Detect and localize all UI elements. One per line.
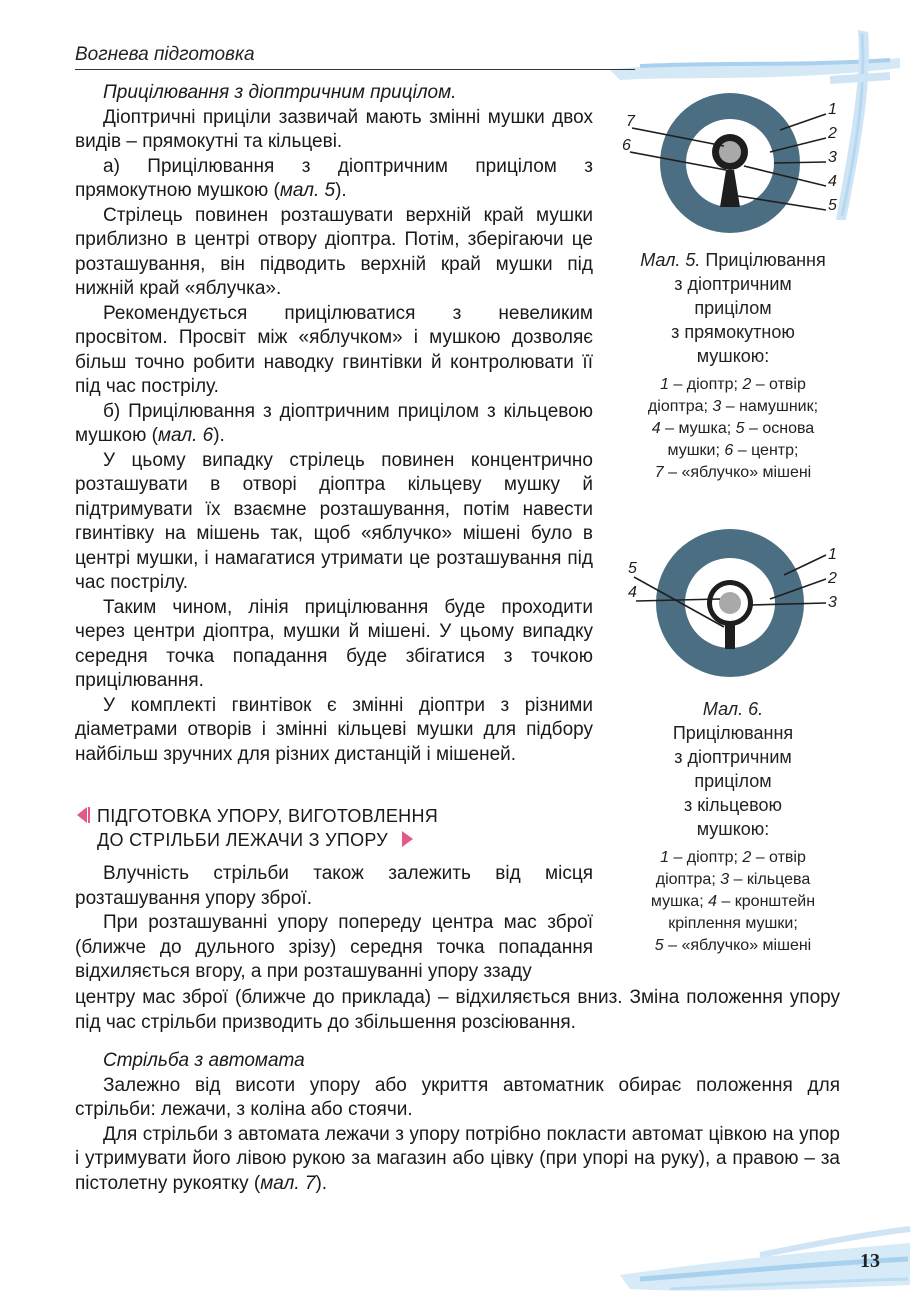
fig6-label-3: 3 <box>828 594 837 611</box>
figure-reference: мал. 7 <box>260 1172 316 1194</box>
section-paragraphs <box>75 862 593 985</box>
fig6-label-2: 2 <box>828 570 837 587</box>
subheading: Прицілювання з діоптричним прицілом. <box>103 82 457 103</box>
right-triangle-icon <box>399 830 415 848</box>
section-heading <box>75 804 595 852</box>
paragraph: Діоптричні приціли зазвичай мають змінні мушки двох видів – прямокутні та кільцеві. <box>75 106 593 152</box>
paragraph: Залежно від висоти упору або укриття автоматник обирає положення для стрільби: лежачи, з коліна або стоячи. <box>75 1074 840 1120</box>
paragraph: Рекомендується прицілюватися з невеликим просвітом. Просвіт між «яблучком» і мушкою дозволяє більш точно робити наводку гвинтівки й контролювати її під час пострілу. <box>75 302 593 397</box>
fig5-label-3: 3 <box>828 149 837 166</box>
page-number: 13 <box>860 1250 880 1272</box>
figure-6-diagram <box>620 527 845 677</box>
fig6-caption-label: Мал. 6. <box>702 699 764 719</box>
fig5-caption-label: Мал. 5. <box>640 250 701 270</box>
legend-number: 2 <box>742 376 752 393</box>
fig5-label-7: 7 <box>626 113 635 130</box>
fig5-label-2: 2 <box>828 125 837 142</box>
paragraph: центру мас зброї (ближче до приклада) – відхиляється вниз. Зміна положення упору під час стрільби призводить до збільшення розсіювання. <box>75 987 840 1033</box>
paragraph: Стрілець повинен розташувати верхній край мушки приблизно в центрі отвору діоптра. Потім, зберігаючи це розташування, він підводить верхній край мушки під нижній край «яблучка». <box>75 204 593 299</box>
legend-number: 3 <box>720 871 730 888</box>
legend-number: 1 <box>660 849 669 866</box>
header-rule <box>75 69 635 70</box>
fig5-label-6: 6 <box>622 137 631 154</box>
paragraph: Влучність стрільби також залежить від місця розташування упору зброї. <box>75 863 593 909</box>
fig6-label-5: 5 <box>628 560 637 577</box>
figure-5-legend: 1 – діоптр; 2 – отвір діоптра; 3 – намушник; 4 – мушка; 5 – основа мушки; 6 – центр; 7 – «яблучко» мішені <box>647 376 819 481</box>
fig6-label-1: 1 <box>828 546 837 563</box>
section-heading-line2: ДО СТРІЛЬБИ ЛЕЖАЧИ З УПОРУ <box>97 830 389 850</box>
fig5-label-1: 1 <box>828 101 837 118</box>
paragraph: б) Прицілювання з діоптричним прицілом з кільцевою мушкою (мал. 6). <box>75 400 593 446</box>
left-triangle-icon <box>75 806 91 824</box>
legend-number: 5 <box>735 420 745 437</box>
legend-number: 5 <box>654 937 664 954</box>
fig5-label-4: 4 <box>828 173 837 190</box>
subheading: Стрільба з автомата <box>103 1050 305 1071</box>
section-heading-line1: ПІДГОТОВКА УПОРУ, ВИГОТОВЛЕННЯ <box>97 806 439 826</box>
figure-reference: мал. 6 <box>157 425 214 446</box>
figure-5-caption: Мал. 5. Прицілювання з діоптричним прицілом з прямокутною мушкою: 1 – діоптр; 2 – отвір діоптра; 3 – намушник; 4 – мушка; 5 – основа мушки; 6 – центр; 7 – «яблучко» мішені <box>620 248 846 484</box>
legend-number: 7 <box>654 464 664 481</box>
figure-6-legend: 1 – діоптр; 2 – отвір діоптра; 3 – кільцева мушка; 4 – кронштейн кріплення мушки; 5 – «яблучко» мішені <box>650 849 816 954</box>
figure-6-caption: Мал. 6. Прицілювання з діоптричним прицілом з кільцевою мушкою: 1 – діоптр; 2 – отвір діоптра; 3 – кільцева мушка; 4 – кронштейн кріплення мушки; 5 – «яблучко» мішені <box>620 697 846 957</box>
legend-number: 2 <box>742 849 752 866</box>
legend-number: 4 <box>708 893 717 910</box>
legend-number: 1 <box>660 376 669 393</box>
legend-number: 3 <box>712 398 722 415</box>
full-width-text <box>75 986 840 1196</box>
paragraph: а) Прицілювання з діоптричним прицілом з прямокутною мушкою (мал. 5). <box>75 155 593 201</box>
main-text-column <box>75 81 593 767</box>
legend-number: 6 <box>724 442 734 459</box>
figure-reference: мал. 5 <box>279 180 336 201</box>
legend-number: 4 <box>651 420 661 437</box>
bullseye <box>719 592 741 614</box>
paragraph: Таким чином, лінія прицілювання буде проходити через центри діоптра, мушки й мішені. У цьому випадку середня точка попадання буде збігатися з точкою прицілювання. <box>75 596 593 691</box>
paragraph: У комплекті гвинтівок є змінні діоптри з різними діаметрами отворів і змінні кільцеві мушки для підбору найбільш зручних для різних дистанцій і мішеней. <box>75 694 593 765</box>
figure-5-diagram <box>620 92 845 242</box>
paragraph: Для стрільби з автомата лежачи з упору потрібно покласти автомат цівкою на упор і утримувати його лівою рукою за магазин або цівку (при упорі на руку), а правою – за пістолетну рукоятку (мал. 7). <box>75 1123 840 1194</box>
fig6-label-4: 4 <box>628 584 637 601</box>
fig5-label-5: 5 <box>828 197 837 214</box>
running-header: Вогнева підготовка <box>75 44 255 65</box>
paragraph: У цьому випадку стрілець повинен концентрично розташувати в отворі діоптра кільцеву мушку й підтримувати їх взаємне розташування, потім навести гвинтівку на мішень так, щоб «яблучко» мішені було в центрі мушки, і намагатися утримати це розташування під час пострілу. <box>75 449 593 593</box>
bullseye <box>719 141 741 163</box>
paragraph: При розташуванні упору попереду центра мас зброї (ближче до дульного зрізу) середня точка попадання відхиляється вгору, а при розташуванні упору ззаду <box>75 912 593 982</box>
